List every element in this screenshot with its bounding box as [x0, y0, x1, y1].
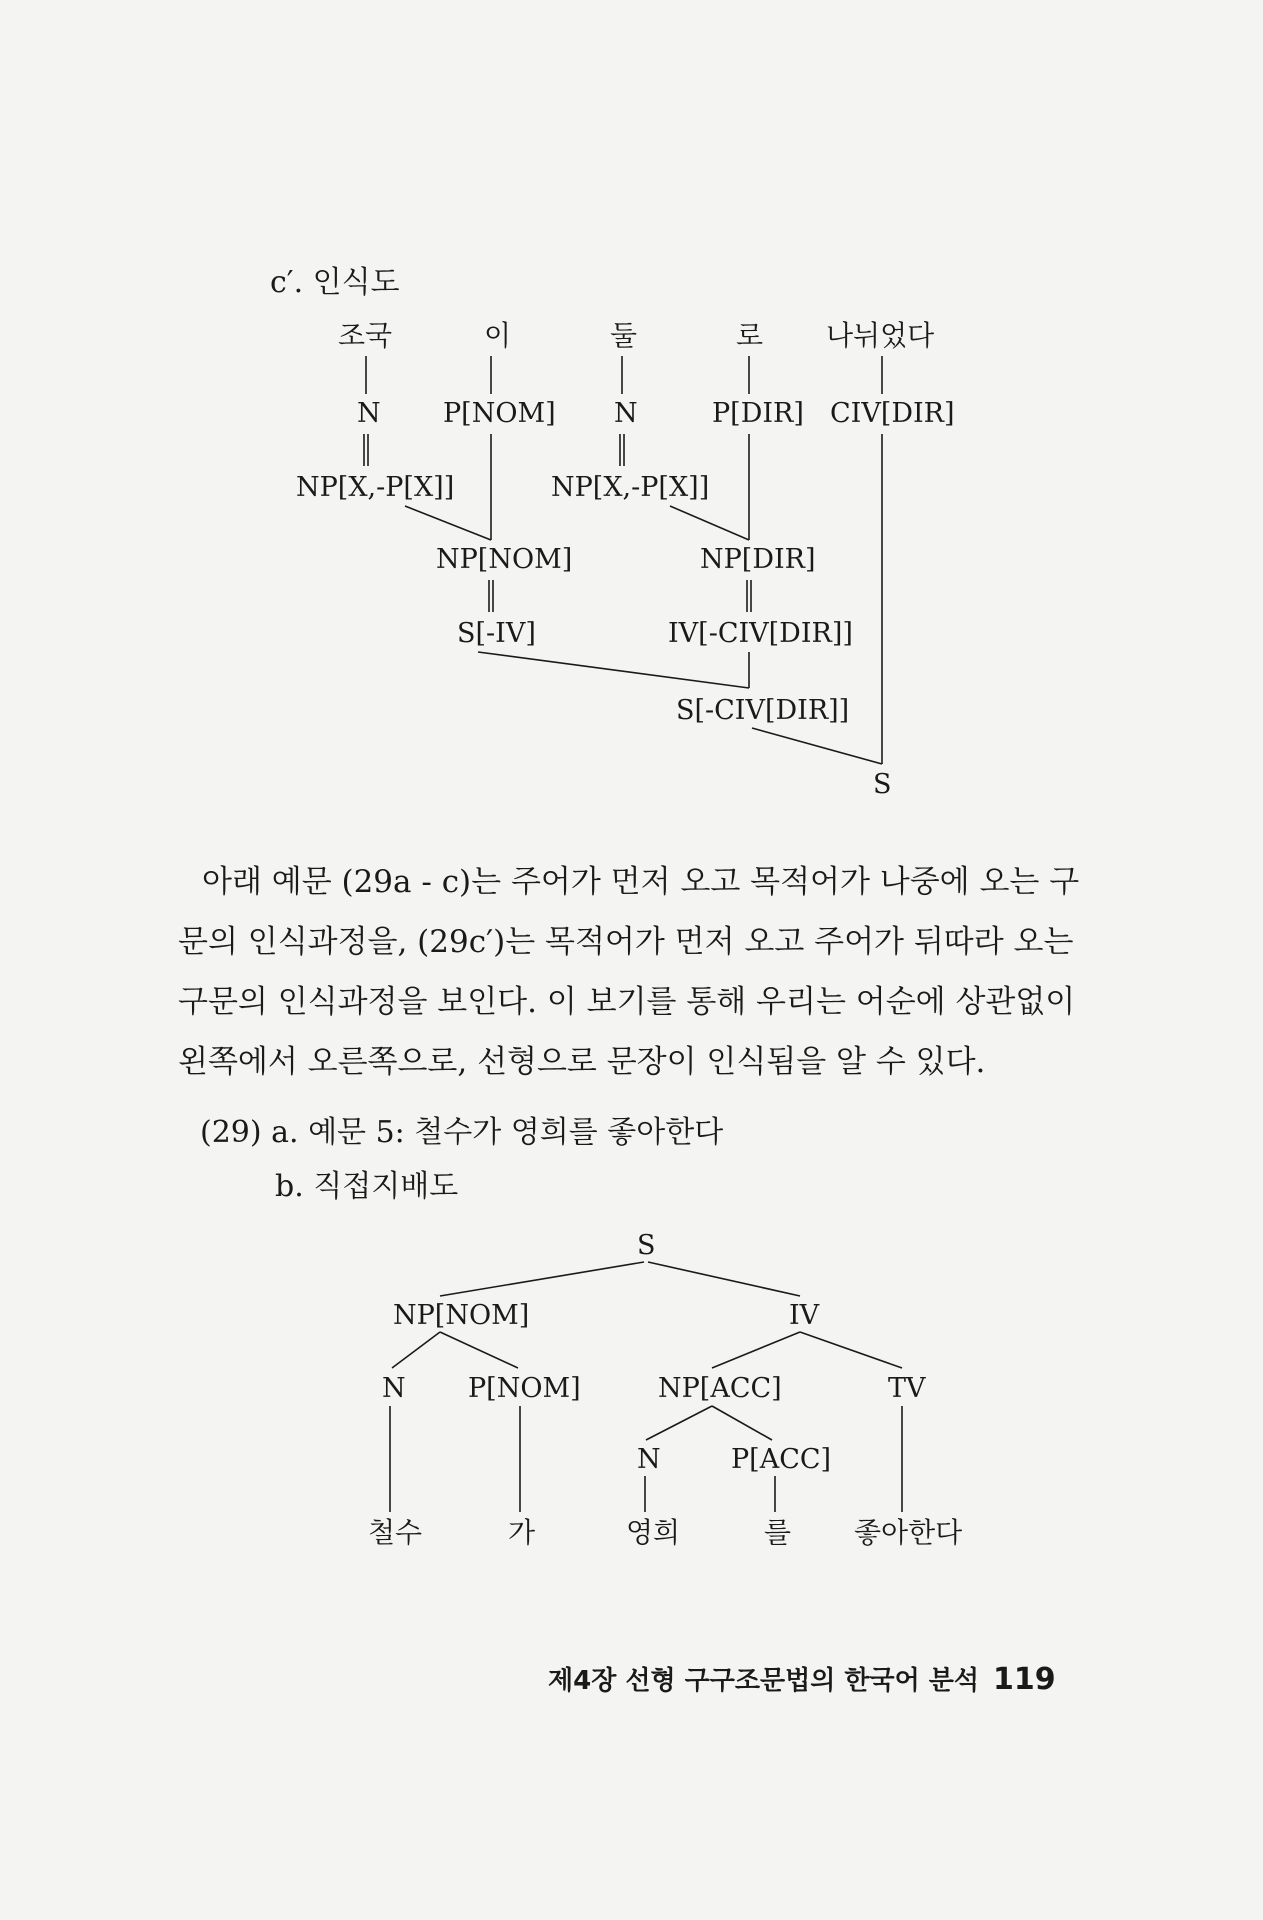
example-29b: b. 직접지배도: [275, 1169, 459, 1204]
page-number: 119: [993, 1662, 1056, 1697]
paragraph-line-1: 아래 예문 (29a - c)는 주어가 먼저 오고 목적어가 나중에 오는 구: [202, 864, 1080, 900]
tree-word-ga: 가: [508, 1516, 536, 1549]
cat-civ-dir: CIV[DIR]: [830, 398, 955, 429]
np-nom: NP[NOM]: [436, 544, 573, 575]
s-minus-civ-dir: S[-CIV[DIR]]: [676, 695, 850, 726]
word-dul: 둘: [610, 319, 638, 352]
tree-np-nom: NP[NOM]: [393, 1300, 530, 1331]
tree-p-nom: P[NOM]: [468, 1373, 581, 1404]
paragraph-line-2: 문의 인식과정을, (29c′)는 목적어가 먼저 오고 주어가 뒤따라 오는: [178, 924, 1074, 960]
tree-n: N: [382, 1373, 406, 1404]
cat-n-2: N: [614, 398, 638, 429]
np-dir: NP[DIR]: [700, 544, 816, 575]
word-nanwieotda: 나뉘었다: [826, 319, 935, 352]
paragraph-line-4: 왼쪽에서 오른쪽으로, 선형으로 문장이 인식됨을 알 수 있다.: [178, 1044, 986, 1080]
cat-n-1: N: [357, 398, 381, 429]
tree-n-acc: N: [637, 1444, 661, 1475]
running-title: 제4장 선형 구구조문법의 한국어 분석: [548, 1666, 980, 1696]
np-x-2: NP[X,-P[X]]: [551, 472, 710, 503]
root-s: S: [873, 769, 892, 800]
example-29a: (29) a. 예문 5: 철수가 영희를 좋아한다: [200, 1115, 724, 1150]
tree-word-yeonghui: 영희: [626, 1516, 681, 1549]
tree-np-acc: NP[ACC]: [658, 1373, 782, 1404]
tree-word-cheolsu: 철수: [368, 1516, 423, 1549]
cat-p-dir: P[DIR]: [712, 398, 804, 429]
tree-p-acc: P[ACC]: [731, 1444, 832, 1475]
page-footer: [548, 1660, 1056, 1697]
tree-iv: IV: [789, 1300, 820, 1331]
cat-p-nom: P[NOM]: [443, 398, 556, 429]
paragraph-line-3: 구문의 인식과정을 보인다. 이 보기를 통해 우리는 어순에 상관없이: [178, 984, 1076, 1020]
s-minus-iv: S[-IV]: [457, 618, 536, 649]
iv-minus-civ-dir: IV[-CIV[DIR]]: [668, 618, 853, 649]
tree-root-s: S: [637, 1230, 656, 1261]
figure-heading: c′. 인식도: [270, 265, 400, 300]
word-ro: 로: [736, 319, 764, 352]
tree-word-reul: 를: [764, 1516, 792, 1549]
word-joguk: 조국: [338, 319, 393, 352]
tree-word-joahanda: 좋아한다: [854, 1516, 963, 1549]
np-x-1: NP[X,-P[X]]: [296, 472, 455, 503]
tree-tv: TV: [888, 1373, 926, 1404]
word-i: 이: [484, 319, 512, 352]
